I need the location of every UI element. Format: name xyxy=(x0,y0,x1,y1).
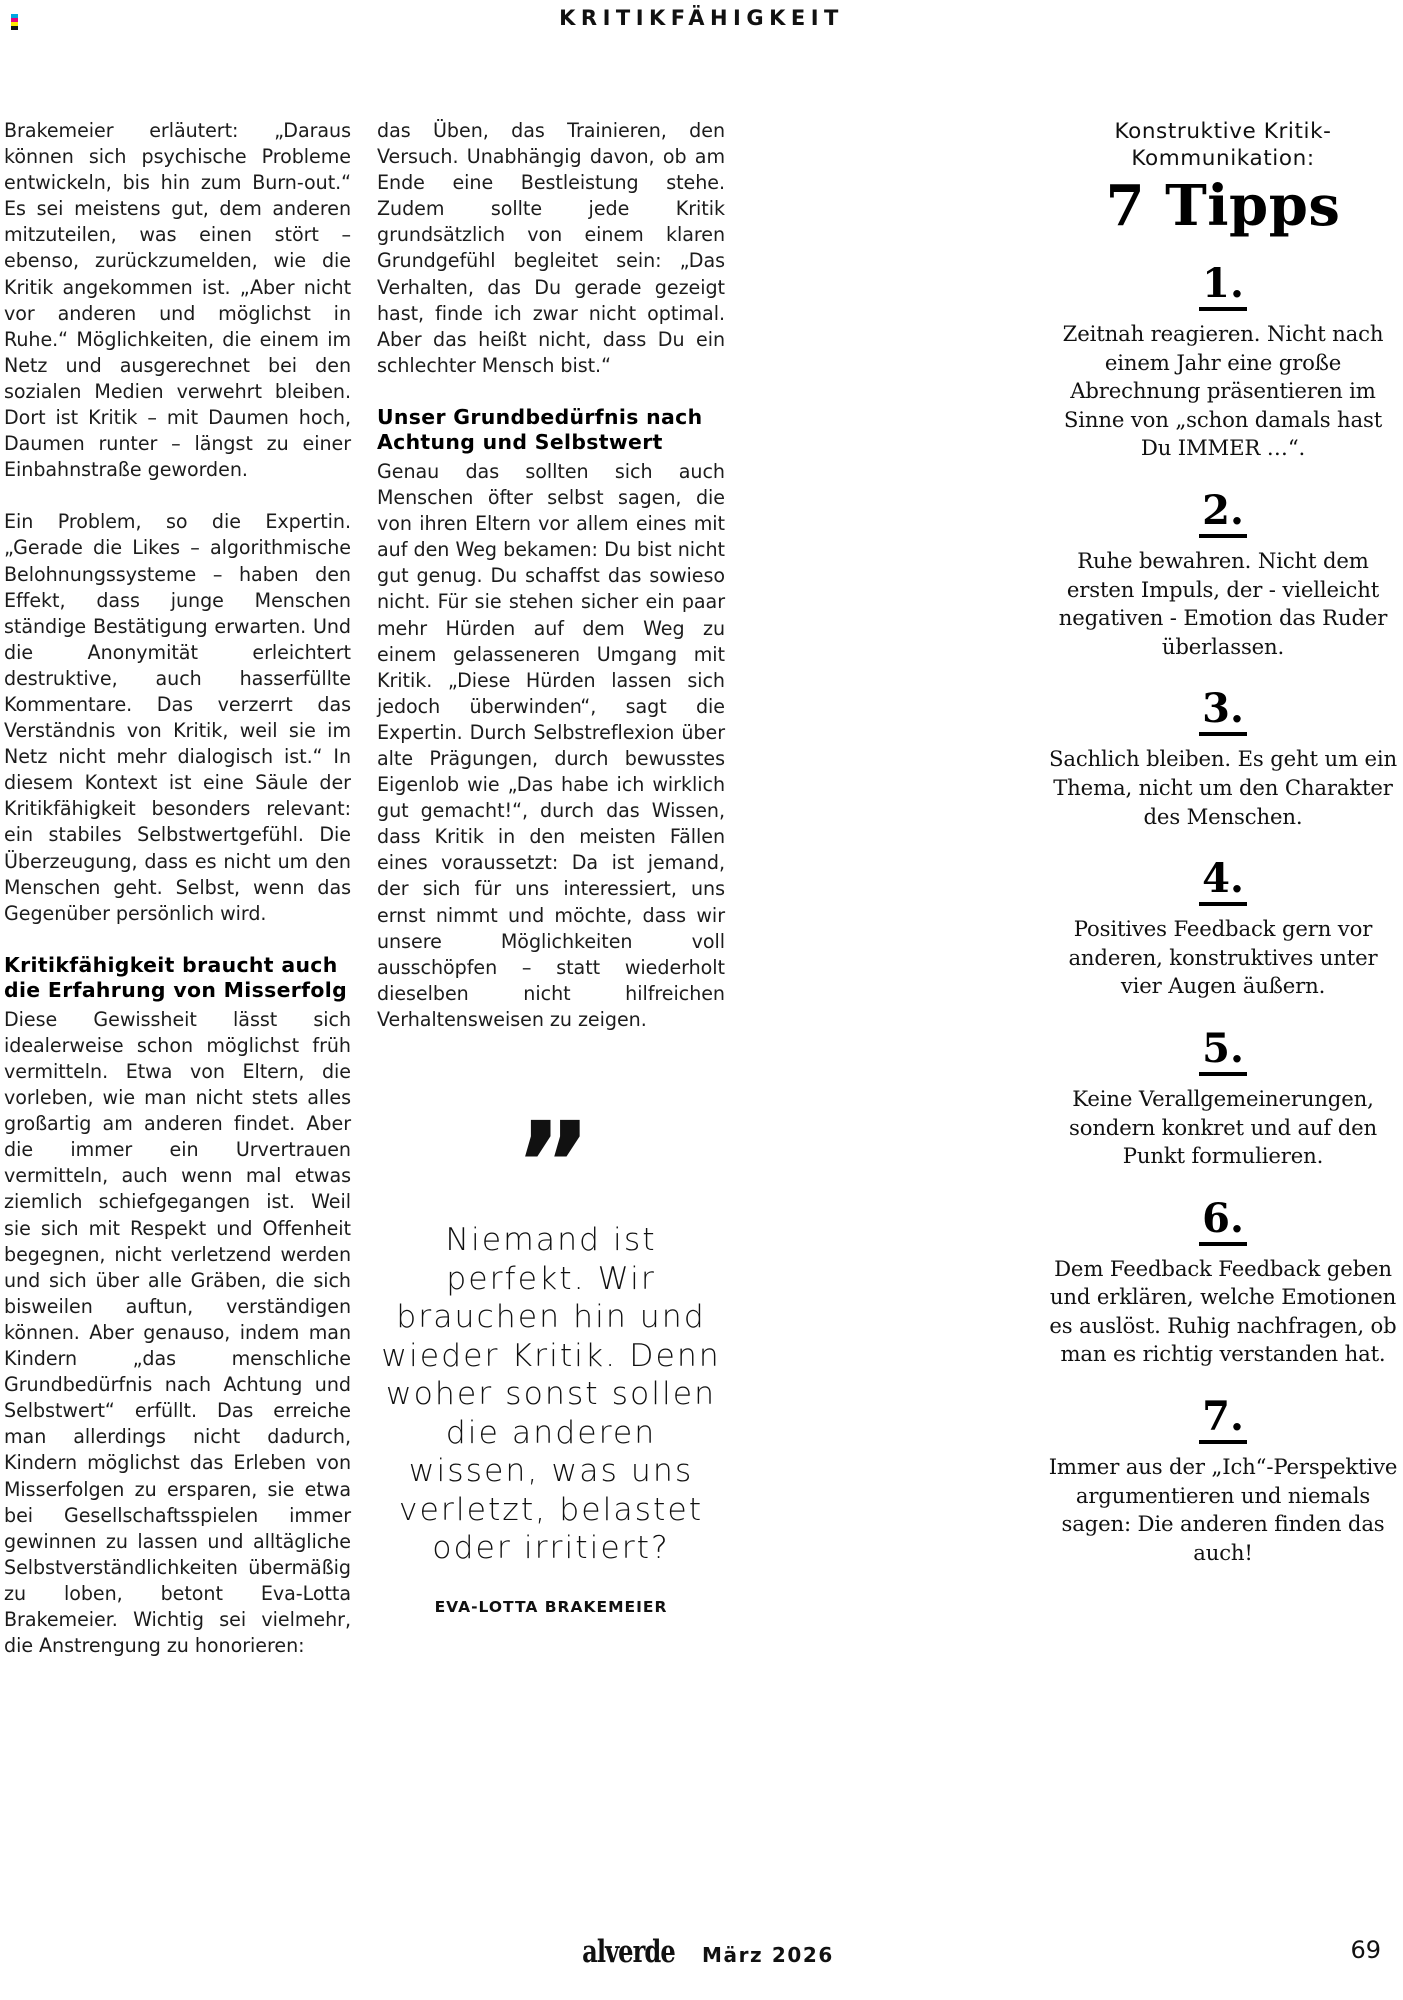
page-number: 69 xyxy=(1350,1936,1381,1964)
text-column-2 xyxy=(377,118,725,1033)
paragraph: Genau das sollten sich auch Menschen öfter selbst sagen, die von ihren Eltern vor allem eines mit auf den Weg bekamen: Du bist nicht gut genug. Du schaffst das sowieso nicht. Für sie stehen sicher ein paar mehr Hürden auf dem Weg zu einem gelasseneren Umgang mit Kritik. „Diese Hürden lassen sich jedoch überwinden“, sagt die Expertin. Durch Selbstreflexion über alte Prägungen, durch bewusstes Eigenlob wie „Das habe ich wirklich gut gemacht!“, durch das Wissen, dass Kritik in den meisten Fällen eines voraussetzt: Da ist jemand, der sich für uns interessiert, uns ernst nimmt und möchte, dass wir unsere Möglichkeiten voll ausschöpfen – statt wiederholt dieselben nicht hilfreichen Verhaltensweisen zu zeigen. xyxy=(377,459,725,1031)
magazine-brand-logo: alverde xyxy=(582,1934,675,1970)
running-head: KRITIKFÄHIGKEIT xyxy=(559,6,844,30)
tip-number: 4. xyxy=(1199,857,1247,906)
sidebar-title: 7 Tipps xyxy=(1105,173,1341,239)
section-subheading: Unser Grundbedürfnis nach Achtung und Selbstwert xyxy=(377,404,703,455)
tip-text: Positives Feedback gern vor anderen, konstruktives unter vier Augen äußern. xyxy=(1068,916,1378,999)
sidebar-seven-tips xyxy=(1048,118,1398,1567)
tip-text: Sachlich bleiben. Es geht um ein Thema, nicht um den Charakter des Menschen. xyxy=(1048,746,1398,829)
tip-text: Dem Feedback Feedback geben und erklären, welche Emotionen es auslöst. Ruhig nachfragen, ob man es richtig verstanden hat. xyxy=(1049,1255,1397,1367)
pull-quote-text: Niemand ist perfekt. Wir brauchen hin und wieder Kritik. Denn woher sonst sollen die anderen wissen, was uns verletzt, belastet oder irritiert? xyxy=(381,1222,721,1566)
footer-imprint xyxy=(0,1934,1403,1970)
quotation-mark-icon: ” xyxy=(514,1096,588,1234)
tip-text: Keine Verallgemeinerungen, sondern konkret und auf den Punkt formulieren. xyxy=(1068,1085,1378,1169)
tip-number: 6. xyxy=(1199,1197,1247,1246)
issue-date: März 2026 xyxy=(702,1943,834,1967)
text-column-1 xyxy=(4,118,351,1659)
pull-quote xyxy=(377,1096,725,1616)
tip-item xyxy=(1048,1395,1398,1567)
paragraph: Diese Gewissheit lässt sich idealerweise schon möglichst früh vermitteln. Etwa von Eltern, die vorleben, wie man nicht stets alles großartig am anderen findet. Aber die immer ein Urvertrauen vermitteln, auch wenn mal etwas ziemlich schiefgegangen ist. Weil sie sich mit Respekt und Offenheit begegnen, nicht verletzend werden und sich über alle Gräben, die sich bisweilen auftun, verständigen können. Aber genauso, indem man Kindern „das menschliche Grundbedürfnis nach Achtung und Selbstwert“ erfüllt. Das erreiche man allerdings nicht dadurch, Kindern möglichst das Erleben von Misserfolgen zu ersparen, sie etwa bei Gesellschaftsspielen immer gewinnen zu lassen und alltägliche Selbstverständlichkeiten übermäßig zu loben, betont Eva-Lotta Brakemeier. Wichtig sei vielmehr, die Anstrengung zu honorieren: xyxy=(4,1007,351,1658)
tip-item xyxy=(1048,486,1398,661)
tip-number: 2. xyxy=(1199,489,1247,538)
paragraph: Brakemeier erläutert: „Daraus können sich psychische Probleme entwickeln, bis hin zum Burn-out.“ Es sei meistens gut, dem anderen mitzuteilen, was einen stört – ebenso, zurückzumelden, wie die Kritik angekommen ist. „Aber nicht vor anderen und möglichst in Ruhe.“ Möglichkeiten, die einem im Netz und ausgerechnet bei den sozialen Medien verwehrt bleiben. Dort ist Kritik – mit Daumen hoch, Daumen runter – längst zu einer Einbahnstraße geworden. xyxy=(4,119,351,482)
tip-item xyxy=(1048,857,1398,1001)
paragraph: Ein Problem, so die Expertin. „Gerade die Likes – algorithmische Belohnungssysteme – haben den Effekt, dass junge Menschen ständige Bestätigung erwarten. Und die Anonymität erleichtert destruktive, auch hasserfüllte Kommentare. Das verzerrt das Verständnis von Kritik, weil sie im Netz nicht mehr dialogisch ist.“ In diesem Kontext ist eine Säule der Kritikfähigkeit besonders relevant: ein stabiles Selbstwertgefühl. Die Überzeugung, dass es nicht um den Menschen geht. Selbst, wenn das Gegenüber persönlich wird. xyxy=(4,510,351,925)
tip-item xyxy=(1048,1194,1398,1369)
tip-item xyxy=(1048,687,1398,831)
paragraph: das Üben, das Trainieren, den Versuch. Unabhängig davon, ob am Ende eine Bestleistung stehe. Zudem sollte jede Kritik grundsätzlich von einem klaren Grundgefühl begleitet sein: „Das Verhalten, das Du gerade gezeigt hast, finde ich zwar nicht optimal. Aber das heißt nicht, dass Du ein schlechter Mensch bist.“ xyxy=(377,119,725,377)
tip-number: 7. xyxy=(1199,1395,1247,1444)
tip-number: 5. xyxy=(1199,1027,1247,1076)
pull-quote-attribution: EVA-LOTTA BRAKEMEIER xyxy=(434,1597,668,1616)
page-footer xyxy=(0,1934,1403,1974)
sidebar-kicker: Konstruktive Kritik- Kommunikation: xyxy=(1114,119,1332,171)
tip-text: Zeitnah reagieren. Nicht nach einem Jahr eine große Abrechnung präsentieren im Sinne von „schon damals hast Du IMMER …“. xyxy=(1062,321,1384,461)
section-subheading: Kritikfähigkeit braucht auch die Erfahrung von Misserfolg xyxy=(4,952,348,1003)
tip-item xyxy=(1048,262,1398,463)
tip-number: 3. xyxy=(1199,687,1247,736)
tip-number: 1. xyxy=(1199,262,1247,311)
tip-item xyxy=(1048,1024,1398,1171)
tip-text: Ruhe bewahren. Nicht dem ersten Impuls, der - vielleicht negativen - Emotion das Ruder überlassen. xyxy=(1058,547,1388,659)
tip-text: Immer aus der „Ich“-Perspektive argumentieren und niemals sagen: Die anderen finden das auch! xyxy=(1048,1454,1398,1565)
